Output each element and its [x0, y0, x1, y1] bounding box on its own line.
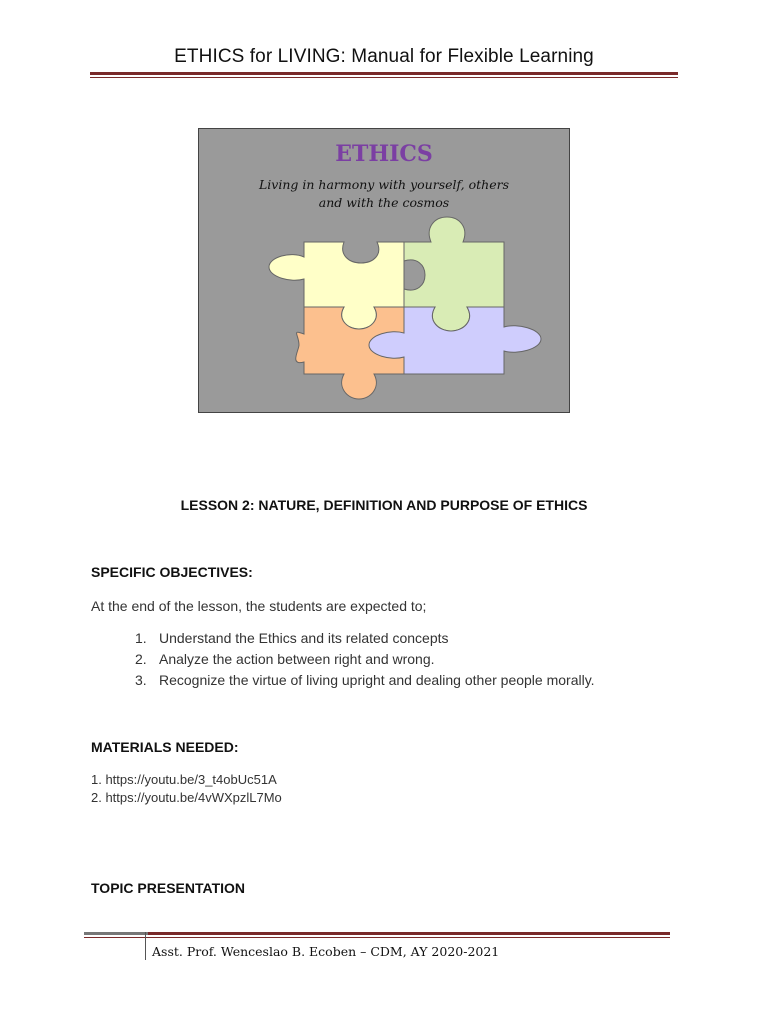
figure-subtitle-line2: and with the cosmos — [318, 195, 450, 210]
list-item — [91, 672, 595, 693]
footer-rule-thin — [84, 937, 670, 938]
topic-heading: TOPIC PRESENTATION — [91, 880, 246, 896]
list-text: Recognize the virtue of living upright and dealing other people morally. — [159, 672, 595, 688]
page-header-title: ETHICS for LIVING: Manual for Flexible Learning — [174, 46, 594, 67]
list-number: 1. — [135, 630, 147, 646]
list-text: Understand the Ethics and its related concepts — [159, 630, 449, 646]
objectives-intro: At the end of the lesson, the students are expected to; — [91, 598, 427, 614]
list-item — [91, 630, 595, 651]
list-item — [91, 651, 595, 672]
footer-rule-accent — [84, 932, 148, 935]
footer-author: Asst. Prof. Wenceslao B. Ecoben – CDM, AY 2020-2021 — [152, 944, 500, 959]
header-rule — [90, 72, 678, 75]
figure-title: ETHICS — [335, 141, 433, 167]
footer-rule — [84, 932, 670, 935]
lesson-title: LESSON 2: NATURE, DEFINITION AND PURPOSE OF ETHICS — [180, 497, 588, 513]
material-link-2[interactable]: 2. https://youtu.be/4vWXpzlL7Mo — [91, 790, 282, 805]
figure-subtitle-line1: Living in harmony with yourself, others — [258, 177, 510, 192]
material-link-1[interactable]: 1. https://youtu.be/3_t4obUc51A — [91, 772, 277, 787]
header-rule-thin — [90, 77, 678, 78]
materials-heading: MATERIALS NEEDED: — [91, 739, 239, 755]
list-number: 3. — [135, 672, 147, 688]
footer-divider — [145, 932, 146, 960]
objectives-list — [91, 630, 595, 693]
materials-list — [91, 772, 282, 808]
objectives-heading: SPECIFIC OBJECTIVES: — [91, 564, 253, 580]
ethics-puzzle-figure — [198, 128, 570, 413]
puzzle-graphic — [199, 129, 569, 412]
list-text: Analyze the action between right and wrong. — [159, 651, 435, 667]
list-number: 2. — [135, 651, 147, 667]
